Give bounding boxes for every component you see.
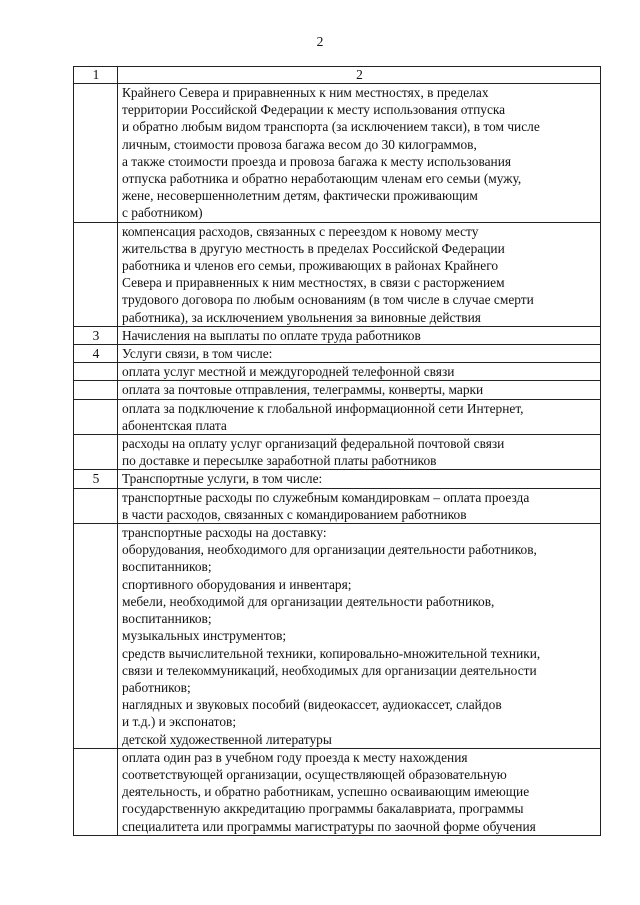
text-line: средств вычислительной техники, копировально-множительной техники,	[122, 645, 541, 661]
row-text	[118, 470, 601, 488]
text-line: детской художественной литературы	[122, 731, 332, 747]
text-line: расходы на оплату услуг организаций федеральной почтовой связи	[122, 436, 505, 452]
table-row	[74, 524, 601, 749]
table-row	[74, 488, 601, 523]
row-text	[118, 222, 601, 326]
row-number: 3	[74, 326, 118, 344]
row-number	[74, 84, 118, 223]
table-row	[74, 748, 601, 835]
row-number	[74, 222, 118, 326]
text-line: работника и членов его семьи, проживающих в районах Крайнего	[122, 258, 499, 274]
row-text	[118, 524, 601, 749]
text-line: по доставке и пересылке заработной платы работников	[122, 453, 437, 469]
text-line: оплата за подключение к глобальной информационной сети Интернет,	[122, 400, 524, 416]
text-line: государственную аккредитацию программы бакалавриата, программы	[122, 801, 524, 817]
row-number	[74, 381, 118, 399]
text-line: транспортные расходы на доставку:	[122, 525, 327, 541]
expense-table	[73, 66, 601, 836]
row-number: 4	[74, 345, 118, 363]
table-row	[74, 399, 601, 434]
header-col-1: 1	[74, 67, 118, 84]
text-line: соответствующей организации, осуществляющей образовательную	[122, 766, 507, 782]
text-line: музыкальных инструментов;	[122, 628, 287, 644]
table-header-row	[74, 67, 601, 84]
table-row	[74, 363, 601, 381]
row-number	[74, 363, 118, 381]
row-text	[118, 345, 601, 363]
text-line: в части расходов, связанных с командированием работников	[122, 506, 467, 522]
text-line: трудового договора по любым основаниям (в том числе в случае смерти	[122, 292, 534, 308]
text-line: спортивного оборудования и инвентаря;	[122, 576, 352, 592]
text-line: Севера и приравненных к ним местностях, в связи с расторжением	[122, 275, 505, 291]
text-line: жительства в другую местность в пределах Российской Федерации	[122, 240, 505, 256]
text-line: оплата за почтовые отправления, телеграммы, конверты, марки	[122, 382, 484, 398]
row-text	[118, 435, 601, 470]
text-line: работников;	[122, 679, 191, 695]
row-number	[74, 748, 118, 835]
text-line: Крайнего Севера и приравненных к ним местностях, в пределах	[122, 85, 489, 100]
table-row	[74, 470, 601, 488]
text-line: компенсация расходов, связанных с переездом к новому месту	[122, 223, 479, 239]
text-line: Начисления на выплаты по оплате труда работников	[122, 327, 421, 343]
page-number: 2	[316, 34, 324, 49]
row-number	[74, 488, 118, 523]
text-line: оплата один раз в учебном году проезда к месту нахождения	[122, 749, 468, 765]
table-row	[74, 84, 601, 223]
table-row	[74, 222, 601, 326]
row-text	[118, 399, 601, 434]
row-number	[74, 399, 118, 434]
row-number	[74, 435, 118, 470]
table-row	[74, 381, 601, 399]
text-line: Транспортные услуги, в том числе:	[122, 471, 323, 487]
text-line: транспортные расходы по служебным командировкам – оплата проезда	[122, 489, 530, 505]
table-row	[74, 345, 601, 363]
row-number: 5	[74, 470, 118, 488]
row-text	[118, 748, 601, 835]
text-line: Услуги связи, в том числе:	[122, 346, 273, 362]
text-line: и т.д.) и экспонатов;	[122, 714, 237, 730]
text-line: жене, несовершеннолетним детям, фактически проживающим	[122, 188, 478, 204]
text-line: отпуска работника и обратно неработающим членам его семьи (мужу,	[122, 171, 522, 187]
row-text	[118, 381, 601, 399]
table-row	[74, 326, 601, 344]
text-line: территории Российской Федерации к месту использования отпуска	[122, 102, 506, 118]
text-line: воспитанников;	[122, 559, 212, 575]
text-line: мебели, необходимой для организации деятельности работников,	[122, 593, 495, 609]
text-line: личным, стоимости провоза багажа весом до 30 килограммов,	[122, 136, 477, 152]
row-text	[118, 326, 601, 344]
text-line: а также стоимости проезда и провоза багажа к месту использования	[122, 153, 512, 169]
row-text	[118, 488, 601, 523]
row-text	[118, 363, 601, 381]
header-col-2: 2	[118, 67, 601, 84]
text-line: воспитанников;	[122, 611, 212, 627]
text-line: наглядных и звуковых пособий (видеокассет, аудиокассет, слайдов	[122, 697, 502, 713]
row-text	[118, 84, 601, 223]
text-line: с работником)	[122, 205, 203, 221]
text-line: деятельность, и обратно работникам, успешно осваивающим имеющие	[122, 784, 530, 800]
table-row	[74, 435, 601, 470]
text-line: и обратно любым видом транспорта (за исключением такси), в том числе	[122, 119, 540, 135]
row-number	[74, 524, 118, 749]
text-line: специалитета или программы магистратуры по заочной форме обучения	[122, 818, 536, 834]
text-line: абонентская плата	[122, 417, 227, 433]
text-line: оборудования, необходимого для организации деятельности работников,	[122, 542, 537, 558]
text-line: связи и телекоммуникаций, необходимых для организации деятельности	[122, 662, 537, 678]
text-line: оплата услуг местной и междугородней телефонной связи	[122, 364, 455, 380]
text-line: работника), за исключением увольнения за виновные действия	[122, 309, 481, 325]
